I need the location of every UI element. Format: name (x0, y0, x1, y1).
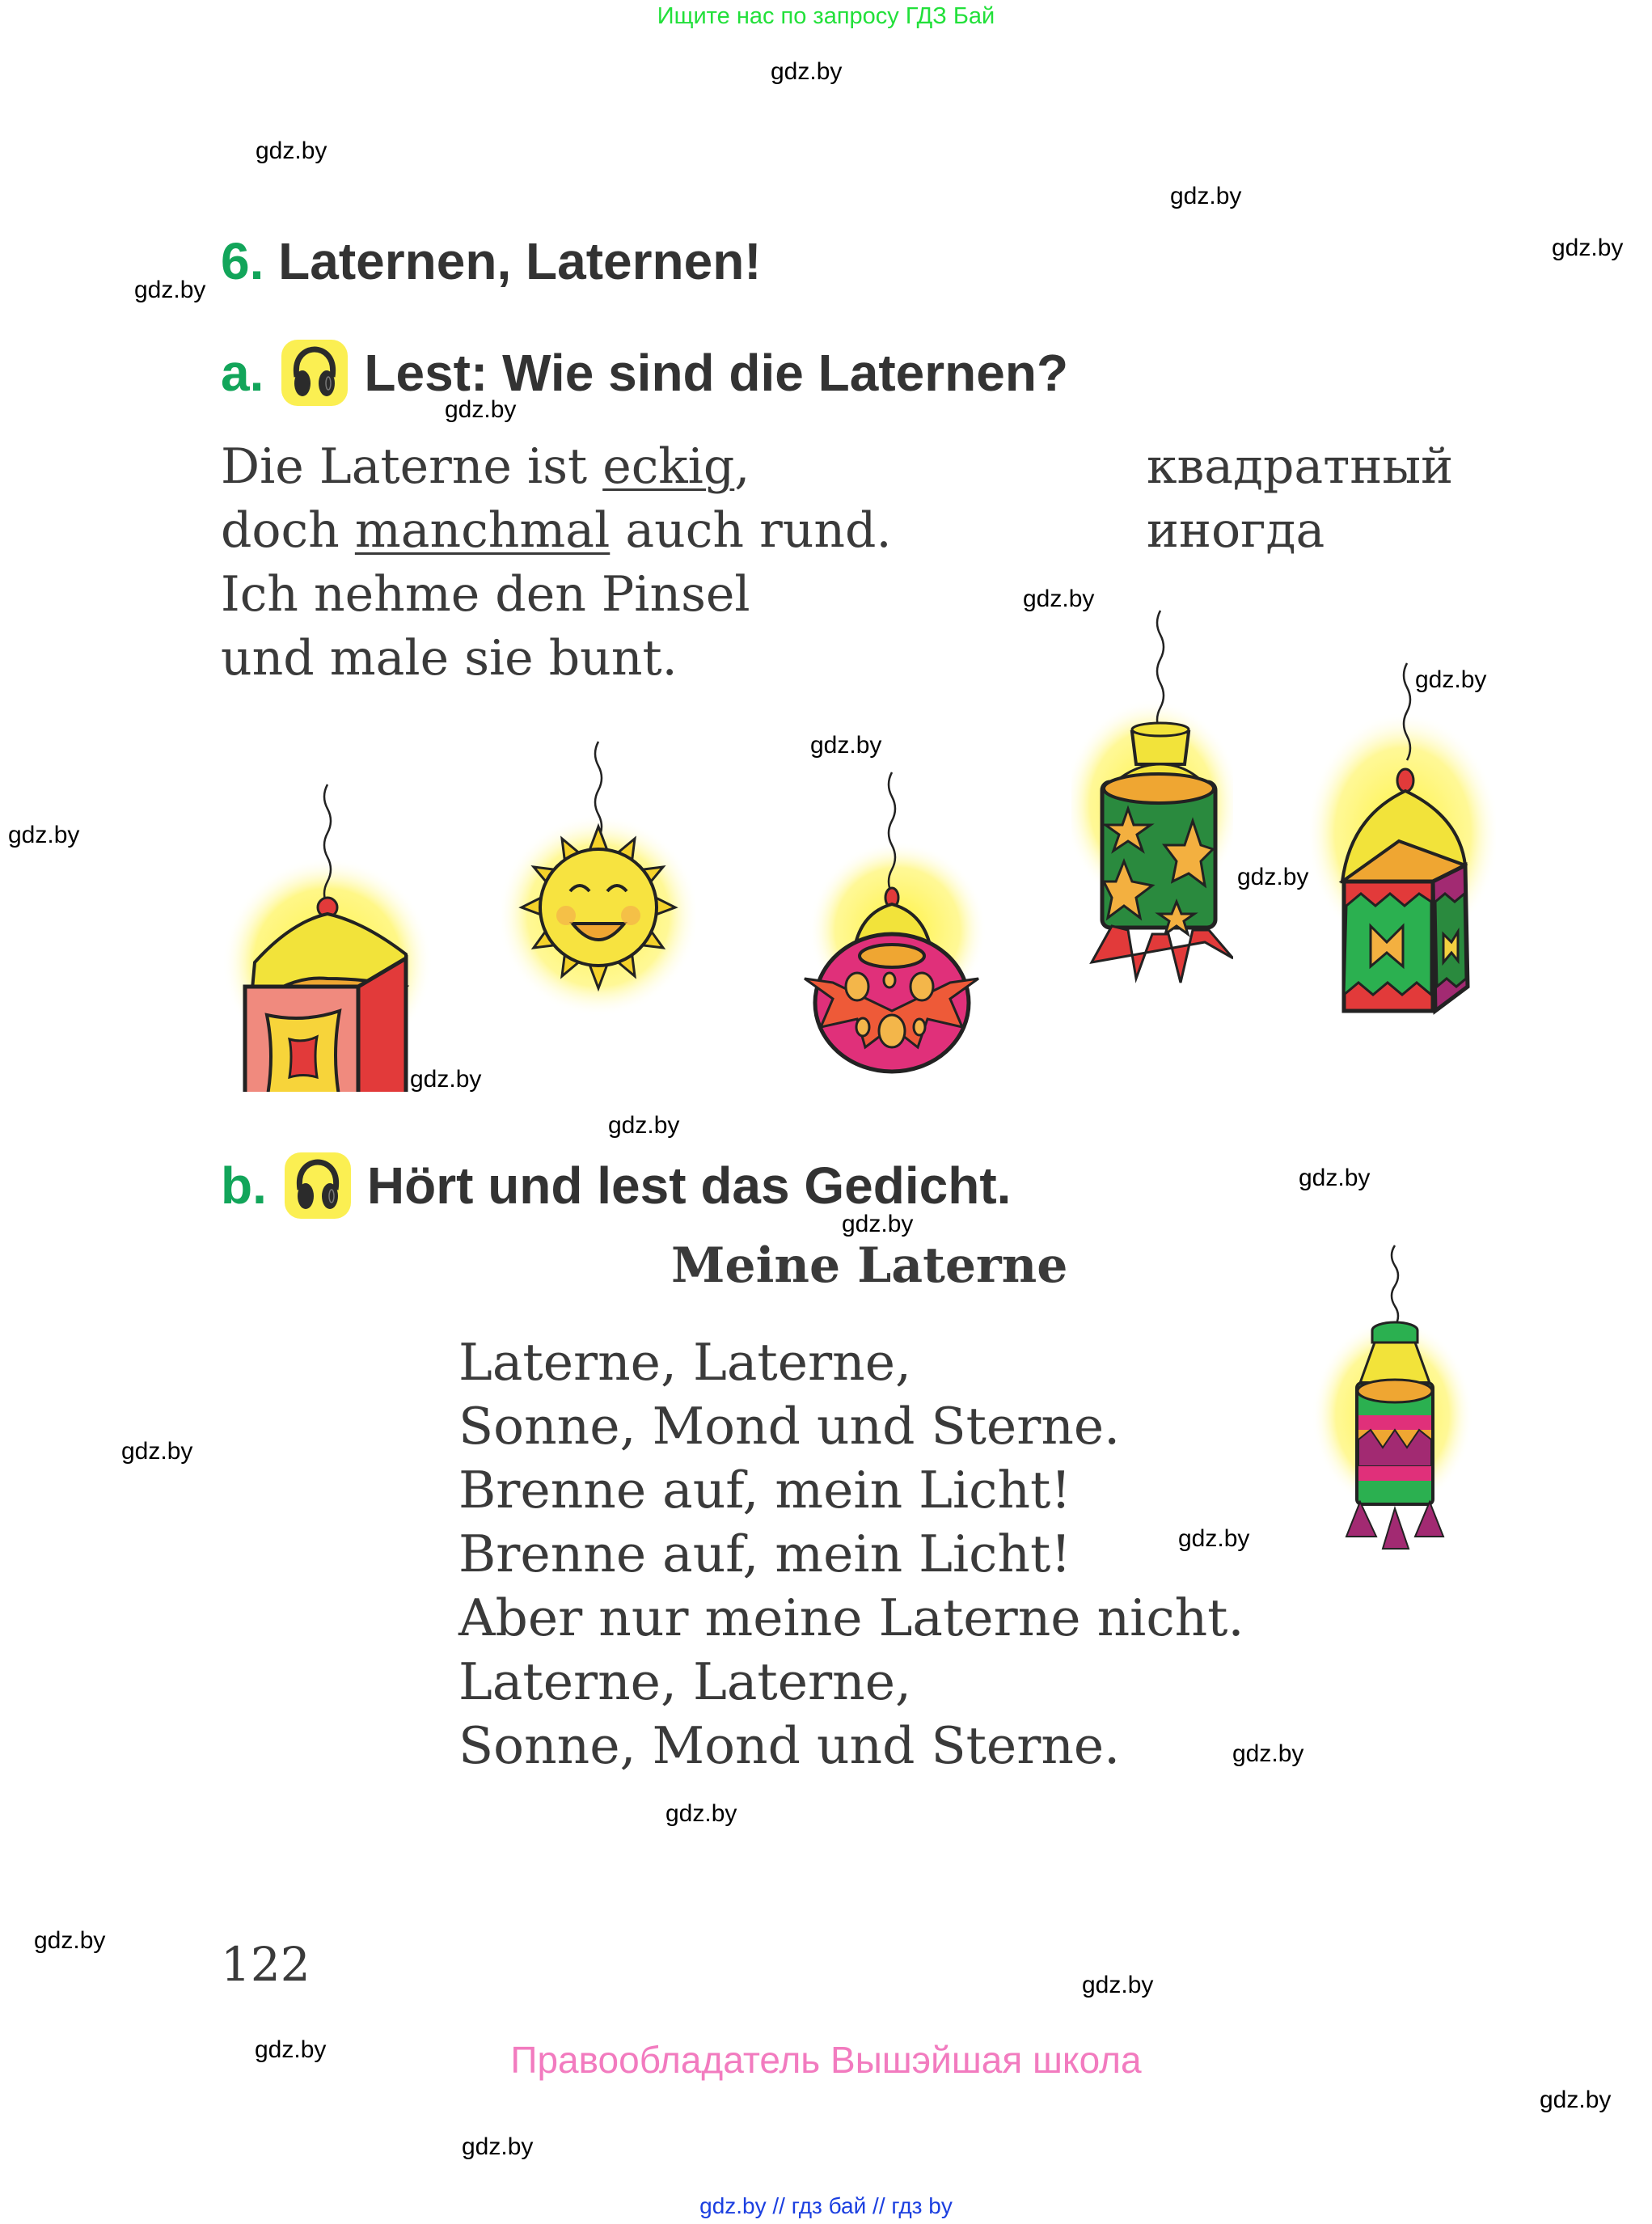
poem-line: Die Laterne ist eckig, (221, 438, 750, 495)
task-a-heading (221, 340, 1068, 406)
glossary-item: квадратный (1147, 438, 1454, 495)
watermark: gdz.by (34, 1927, 106, 1954)
watermark: gdz.by (1299, 1165, 1371, 1191)
poem-line: Laterne, Laterne, (458, 1333, 912, 1392)
watermark: gdz.by (1415, 666, 1487, 693)
exercise-heading (221, 231, 762, 291)
watermark: gdz.by (771, 58, 843, 85)
poem-line: Ich nehme den Pinsel (221, 566, 750, 623)
task-b-instruction: Hört und lest das Gedicht. (366, 1156, 1012, 1215)
watermark: gdz.by (1082, 1972, 1154, 1998)
task-a-letter: a. (221, 344, 264, 402)
underlined-word: manchmal (354, 502, 611, 559)
task-a-poem (221, 435, 892, 691)
watermark: gdz.by (1023, 586, 1095, 612)
watermark: gdz.by (410, 1066, 482, 1093)
watermark: gdz.by (8, 822, 80, 848)
star-cylinder-lantern-illustration (1071, 603, 1233, 1007)
watermark: gdz.by (1232, 1740, 1304, 1767)
watermark: gdz.by (1170, 183, 1242, 209)
poem-line: Aber nur meine Laterne nicht. (458, 1588, 1244, 1647)
watermark: gdz.by (842, 1211, 914, 1237)
watermark: gdz.by (1178, 1525, 1250, 1552)
watermark: gdz.by (1237, 864, 1309, 890)
poem-line: Laterne, Laterne, (458, 1652, 912, 1711)
glossary-item: иногда (1147, 502, 1325, 559)
glossary (1147, 435, 1453, 563)
watermark: gdz.by (134, 277, 206, 303)
poem (458, 1330, 1244, 1778)
watermark: gdz.by (810, 732, 882, 759)
task-b-letter: b. (221, 1156, 267, 1215)
watermark: gdz.by (608, 1112, 680, 1139)
watermark: gdz.by (665, 1800, 737, 1827)
poem-line: Brenne auf, mein Licht! (458, 1524, 1071, 1583)
watermark: gdz.by (1540, 2087, 1612, 2113)
striped-cylinder-lantern-illustration (1302, 1241, 1488, 1573)
sun-lantern-illustration (501, 738, 695, 1021)
watermark: gdz.by (121, 1438, 193, 1465)
zigzag-box-lantern-illustration (1310, 647, 1496, 1019)
search-banner[interactable]: Ищите нас по запросу ГДЗ Бай (657, 3, 995, 29)
task-b-heading (221, 1152, 1011, 1219)
underlined-word: eckig (602, 438, 735, 495)
exercise-number: 6. (221, 232, 264, 290)
round-polka-dot-lantern-illustration (788, 768, 1007, 1076)
task-a-instruction: Lest: Wie sind die Laternen? (364, 344, 1069, 402)
watermark: gdz.by (255, 2036, 327, 2063)
poem-line: Brenne auf, mein Licht! (458, 1461, 1071, 1520)
footer-links[interactable]: gdz.by // гдз бай // гдз by (699, 2193, 953, 2218)
headphones-icon[interactable] (285, 1152, 351, 1219)
poem-title: Meine Laterne (671, 1237, 1068, 1294)
poem-line: Sonne, Mond und Sterne. (458, 1716, 1121, 1775)
poem-line: doch manchmal auch rund. (221, 502, 892, 559)
watermark: gdz.by (1552, 235, 1624, 261)
copyright-notice: Правообладатель Вышэйшая школа (510, 2039, 1142, 2081)
poem-line: Sonne, Mond und Sterne. (458, 1397, 1121, 1456)
square-lantern-illustration (218, 776, 437, 1092)
headphones-icon[interactable] (281, 340, 348, 406)
exercise-title: Laternen, Laternen! (278, 232, 762, 290)
watermark: gdz.by (256, 137, 327, 164)
poem-line: und male sie bunt. (221, 630, 678, 687)
watermark: gdz.by (445, 396, 517, 423)
page-number: 122 (221, 1937, 311, 1992)
watermark: gdz.by (462, 2133, 534, 2160)
